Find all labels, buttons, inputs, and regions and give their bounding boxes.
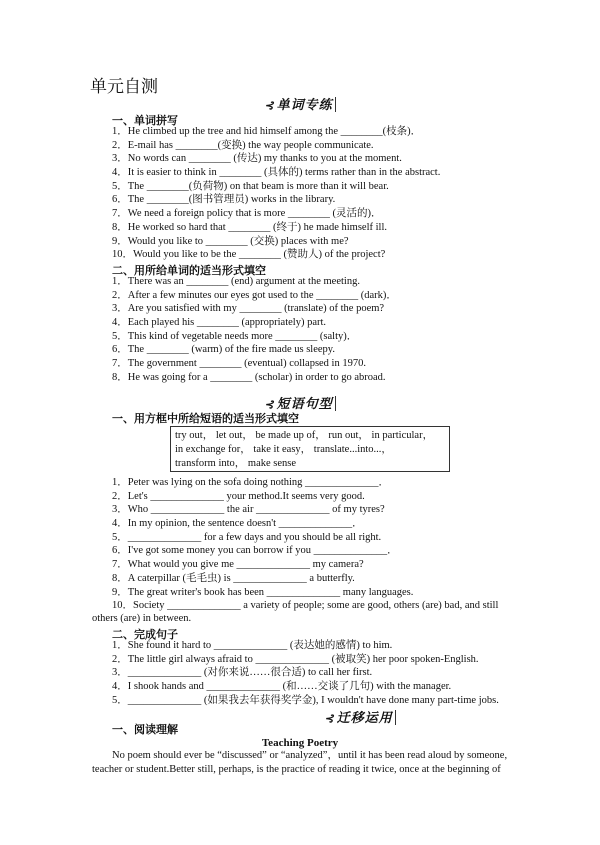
- list-item: 5．This kind of vegetable needs more ________ (salty)．: [112, 330, 358, 342]
- list-item: 5．______________ (如果我去年获得奖学金), I wouldn't have done many part-time jobs.: [112, 694, 499, 706]
- list-item: 10．Would you like to be the ________ (赞助人) of the project?: [112, 249, 386, 261]
- section-heading: 一、用方框中所给短语的适当形式填空: [112, 412, 299, 425]
- list-item: 8．He was going for a ________ (scholar) in order to go abroad.: [112, 371, 386, 383]
- list-item: 5．______________ for a few days and you should be all right.: [112, 531, 382, 543]
- list-item: 1．He climbed up the tree and hid himself among the ________(枝条)．: [112, 126, 422, 137]
- list-item: 4．Each played his ________ (appropriately) part.: [112, 317, 327, 329]
- list-item: 9．The great writer's book has been ______________ many languages.: [112, 586, 414, 598]
- list-item: 9．Would you like to ________ (交换) places with me?: [112, 235, 349, 247]
- section-heading: 一、单词拼写: [112, 114, 178, 127]
- list-item: 1．There was an ________ (end) argument at the meeting.: [112, 276, 360, 287]
- swirl-icon: ⊰: [264, 399, 275, 411]
- section-heading: 二、完成句子: [112, 628, 178, 641]
- list-item: 1．She found it hard to ______________ (表达她的感情) to him.: [112, 640, 393, 651]
- banner-phrase: ⊰ 短语句型: [0, 393, 600, 412]
- list-item: 1．Peter was lying on the sofa doing nothing ______________．: [112, 477, 390, 488]
- passage-text: No poem should ever be “discussed” or “analyzed”，until it has been read aloud by someone, teacher or student.Better still, perhaps, is the practice of reading it twice, once at the beginning of: [92, 750, 508, 775]
- list-item: 2．The little girl always afraid to ______________ (被取笑) her poor spoken-English.: [112, 653, 479, 665]
- list-item: 3．Are you satisfied with my ________ (translate) of the poem?: [112, 303, 385, 315]
- list-item: 8．A caterpillar (毛毛虫) is ______________ a butterfly.: [112, 572, 355, 584]
- phrase-word-box: try out， let out， be made up of， run out， in particular， in exchange for， take it easy， translate...into...， transform into， make sense: [170, 426, 450, 472]
- swirl-icon: ⊰: [264, 100, 275, 112]
- vocab-spelling-list: [112, 125, 440, 262]
- section-heading: 二、用所给单词的适当形式填空: [112, 264, 266, 277]
- list-item: 4．I shook hands and ______________ (和……交谈了几句) with the manager.: [112, 681, 452, 693]
- phrase-fill-list: [112, 476, 498, 613]
- list-item: 2．After a few minutes our eyes got used to the ________ (dark)．: [112, 289, 397, 301]
- list-item: 2．E-mail has ________(变换) the way people communicate.: [112, 139, 374, 151]
- list-item: 6．The ________(图书管理员) works in the library.: [112, 194, 336, 206]
- list-item: 3．______________ (对你来说……很合适) to call her first.: [112, 667, 373, 679]
- list-item: 4．It is easier to think in ________ (具体的) terms rather than in the abstract.: [112, 167, 441, 179]
- list-item: 3．Who ______________ the air ______________ of my tyres?: [112, 504, 385, 516]
- page-title: 单元自测: [90, 77, 158, 96]
- list-item: 6．I've got some money you can borrow if you ______________．: [112, 545, 398, 557]
- banner-transfer: ⊰ 迁移运用: [60, 707, 600, 726]
- passage-title: Teaching Poetry: [261, 737, 339, 749]
- list-item: 5．The ________(负荷物) on that beam is more than it will bear.: [112, 180, 389, 192]
- list-item: 6．The ________ (warm) of the fire made us sleepy.: [112, 344, 335, 356]
- list-item: 10．Society ______________ a variety of people; some are good, others (are) bad, and still: [112, 600, 499, 612]
- list-item: 7．What would you give me ______________ my camera?: [112, 559, 364, 571]
- banner-vocab: ⊰ 单词专练: [0, 94, 600, 113]
- list-item-continuation: others (are) in between.: [92, 613, 192, 624]
- section-heading: 一、阅读理解: [112, 723, 178, 736]
- list-item: 8．He worked so hard that ________ (终于) he made himself ill.: [112, 221, 387, 233]
- list-item: 3．No words can ________ (传达) my thanks to you at the moment.: [112, 153, 402, 165]
- list-item: 7．The government ________ (eventual) collapsed in 1970.: [112, 358, 366, 370]
- vocab-wordform-list: [112, 275, 397, 385]
- swirl-icon: ⊰: [324, 713, 335, 725]
- list-item: 4．In my opinion, the sentence doesn't ______________．: [112, 518, 363, 530]
- list-item: 7．We need a foreign policy that is more ________ (灵活的)．: [112, 208, 382, 220]
- sentence-complete-list: [112, 639, 499, 707]
- list-item: 2．Let's ______________ your method.It seems very good.: [112, 490, 365, 502]
